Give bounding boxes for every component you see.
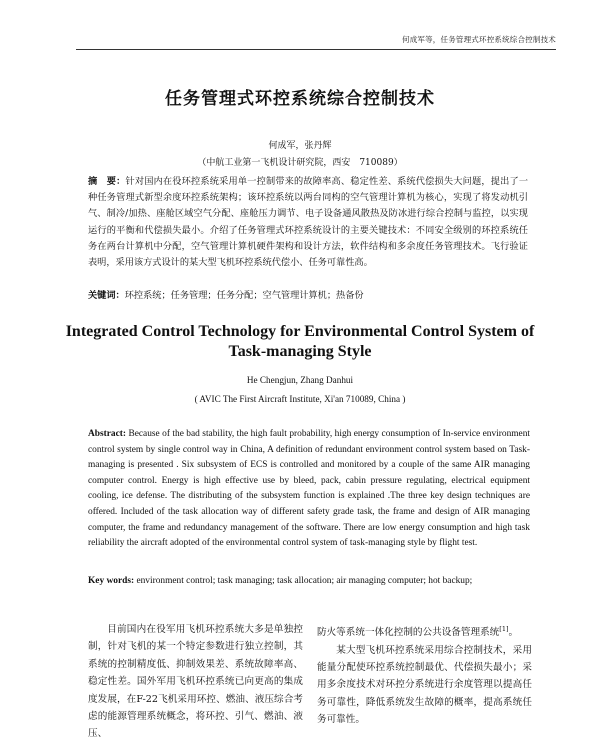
english-keywords-text: environment control; task managing; task allocation; air managing computer; hot backup;: [136, 576, 473, 586]
english-authors: He Chengjun, Zhang Danhui: [246, 375, 354, 385]
body-text-end: 。: [508, 627, 519, 639]
chinese-keywords-text: 环控系统；任务管理；任务分配；空气管理计算机；热备份: [124, 290, 364, 301]
english-abstract-text: Because of the bad stability, the high fault probability, high energy consumption of In-service environment control system by single control way in China, A definition of redundant environment control system based on Task-managing is presented . Six subsystem of ECS is controlled and monitored by a couple of the same AIR managing computer control. Energy is high effective use by bleed, pack, cabin pressure regulating, electrical equipment cooling, ice defense. The distributing of the subsystem function is explained .The three key design techniques are offered. Included of the task allocation way of different safety grade task, the frame and design of AIR managing computer, the frame and redundancy management of the software. There are low energy consumption and high task reliability the aircraft adopted of the environmental control system of task-managing style by flight test.: [88, 429, 530, 549]
english-keywords-label: Key words:: [88, 576, 135, 586]
header-rule: [76, 49, 556, 50]
chinese-title: 任务管理式环控系统综合控制技术: [165, 89, 435, 109]
chinese-authors: 何成军，张丹辉: [268, 141, 332, 151]
english-affiliation: ( AVIC The First Aircraft Institute, Xi'an 710089, China ): [194, 394, 406, 404]
citation-ref[interactable]: [1]: [499, 625, 509, 633]
body-paragraph: [317, 621, 532, 642]
body-text: 防火等系统一体化控制的公共设备管理系统: [317, 627, 500, 639]
body-column-right: [317, 621, 532, 729]
chinese-keywords-label: 关键词：: [88, 290, 125, 301]
body-paragraph: 某大型飞机环控系统采用综合控制技术，采用能量分配使环控系统控制最优、代偿损失最小；采用多余度技术对环控分系统进行余度管理以提高任务可靠性，降低系统发生故障的概率，提高系统任务可靠性。: [317, 644, 532, 726]
chinese-abstract-text: 针对国内在役环控系统采用单一控制带来的故障率高、稳定性差、系统代偿损失大问题，提出了一种任务管理式新型余度环控系统架构；该环控系统以两台同构的空气管理计算机为核心，实现了将发动机引气、制冷/加热、座舱区域空气分配、座舱压力调节、电子设备通风散热及防冰进行综合控制与监控，以实现运行的平衡和代偿损失最小。介绍了任务管理式环控系统设计的主要关键技术：不同安全级别的环控系统任务在两台计算机中分配，空气管理计算机硬件架构和设计方法，软件结构和多余度任务管理技术。飞行验证表明，采用该方式设计的某大型飞机环控系统代偿小、任务可靠性高。: [88, 176, 529, 269]
english-keywords: [88, 574, 530, 588]
chinese-affiliation: （中航工业第一飞机设计研究院，西安 710089）: [197, 158, 403, 168]
english-abstract-label: Abstract:: [88, 429, 127, 439]
chinese-abstract-label: 摘 要：: [88, 176, 126, 187]
chinese-keywords: [88, 289, 528, 303]
chinese-abstract: [88, 174, 528, 271]
english-abstract: [88, 427, 530, 552]
body-column-left: 目前国内在役军用飞机环控系统大多是单独控制，针对飞机的某一个特定参数进行独立控制，其系统的控制精度低、抑制效果差、系统故障率高、稳定性差。国外军用飞机环控系统已向更高的集成度发展，在F-22飞机采用环控、燃油、液压综合考虑的能源管理系统概念，将环控、引气、燃油、液压、: [88, 624, 303, 740]
english-title: Integrated Control Technology for Environmental Control System of Task-managing Style: [65, 323, 535, 360]
running-head: 何成军等，任务管理式环控系统综合控制技术: [402, 35, 556, 44]
